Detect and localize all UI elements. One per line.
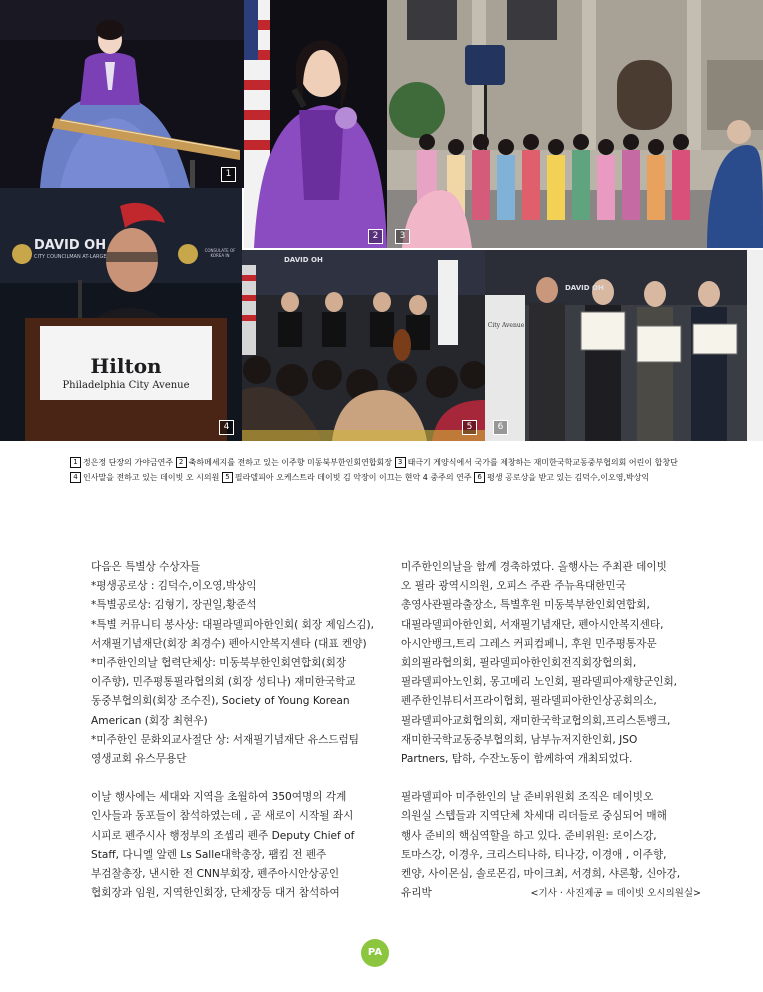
article-line: 재미한국학교동중부협의회, 남부뉴저지한인회, JSO	[401, 733, 638, 746]
photo-number-badge: 5	[462, 420, 477, 435]
banner-name: DAVID OH	[34, 238, 107, 253]
banner-name: DAVID OH	[284, 256, 323, 264]
photo-singer-congratulatory-message	[244, 0, 387, 248]
article-line: 동중부협의회(회장 조수진), Society of Young Korean	[91, 695, 350, 708]
article-line: 대필라델피아한인회, 서재필기념재단, 펜아시안복지센타,	[401, 618, 664, 631]
caption-number: 3	[395, 457, 406, 468]
photo-lifetime-achievement-award	[485, 250, 763, 441]
article-line: Staff, 다니엘 알렌 Ls Salle대학총장, 팸킴 전 펜주	[91, 848, 327, 861]
article-line: 필라델피아노인회, 몽고메리 노인회, 필라델피아재향군인회,	[401, 676, 678, 689]
photo-gayageum-performance	[0, 0, 244, 188]
podium-hilton-subtitle: Philadelphia City Avenue	[62, 380, 190, 391]
photo-children-choir-flag-ceremony	[387, 0, 763, 248]
caption-text: 필라델피아 오케스트라 데이빗 김 악장이 이끄는 현악 4 중주의 연주	[234, 473, 472, 482]
photo-captions-line-1	[70, 455, 710, 470]
photo-number-badge: 4	[219, 420, 234, 435]
article-line: 필라델피아교회협의회, 재미한국학교협의회,프리스톤뱅크,	[401, 714, 671, 727]
photo-captions-line-2	[70, 470, 710, 485]
article-line: 의원실 스텝들과 지역단체 차세대 리더들로 중심되어 매해	[401, 810, 667, 823]
banner-name: DAVID OH	[565, 284, 604, 292]
caption-number: 1	[70, 457, 81, 468]
article-line: 미주한인의날을 함께 경축하였다. 올행사는 주최관 데이빗	[401, 561, 667, 573]
article-line: 필라델피아 미주한인의 날 준비위원회 조직은 데이빗오	[401, 791, 654, 804]
article-line: 인사들과 동포들이 참석하였는데 , 곧 새로이 시작될 좌시	[91, 810, 354, 823]
article-line: 이날 행사에는 세대와 지역을 초월하여 350여명의 각계	[91, 791, 347, 804]
caption-number: 4	[70, 472, 81, 483]
article-line: *특별공로상: 김형기, 장권일,황준석	[91, 599, 257, 612]
article-line: 유리박	[401, 887, 432, 900]
article-line: American (회장 최현우)	[91, 714, 208, 727]
photo-number-badge: 6	[493, 420, 508, 435]
caption-number: 6	[474, 472, 485, 483]
article-line: *평생공로상 : 김덕수,이오영,박상익	[91, 580, 257, 593]
article-line: 다음은 특별상 수상자들	[91, 561, 201, 573]
caption-text: 태극기 게양식에서 국가를 제창하는 재미한국학교동중부협의회 어린이 합창단	[407, 458, 678, 467]
article-line: 서재필기념재단(회장 최경수) 펜아시안복지센타 (대표 켄양)	[91, 637, 367, 650]
article-line: 영생교회 유스무용단	[91, 753, 187, 766]
article-line: 이주향), 민주평통필라협의회 (회장 성티나) 재미한국학교	[91, 676, 356, 689]
article-line: 총영사관필라출장소, 특별후원 미동북부한인회연합회,	[401, 599, 650, 612]
banner-subtitle: CITY COUNCILMAN AT-LARGE	[34, 254, 107, 260]
banner-consulate: CONSULATE OF KOREA IN	[204, 248, 236, 258]
caption-text: 정은정 단장의 가야금연주	[83, 458, 174, 467]
article-line: 행사 준비의 핵심역할을 하고 있다. 준비위원: 로이스강,	[401, 829, 657, 842]
article-line: 부검찰총장, 낸시한 전 CNN부회장, 펜주아시안상공인	[91, 868, 340, 881]
photo-string-quartet	[242, 250, 485, 441]
article-line: Partners, 탐하, 수잔노동이 함께하여 개최되었다.	[401, 753, 633, 766]
article-line: *미주한인 문화외교사절단 상: 서재필기념재단 유스드럼팀	[91, 733, 359, 746]
photo-number-badge: 1	[221, 167, 236, 182]
photo-credit: <기사 · 사진제공 = 데이빗 오시의원실>	[530, 888, 701, 900]
podium-hilton-logo: Hilton	[90, 354, 162, 378]
article-line: *특별 커뮤니티 봉사상: 대필라델피아한인회( 회장 제임스김),	[91, 618, 374, 631]
article-line: 시피로 펜주시사 행정부의 조셉리 펜주 Deputy Chief of	[91, 829, 355, 842]
article-line: 펜주한인뷰티서프라이협회, 필라델피아한인상공회의소,	[401, 695, 657, 708]
article-line	[401, 884, 701, 903]
article-line: 오 필라 광역시의원, 오피스 주관 주뉴욕대한민국	[401, 580, 626, 593]
caption-text: 인사말을 전하고 있는 데이빗 오 시의원	[83, 473, 220, 482]
caption-text: 평생 공로상을 받고 있는 김덕수,이오영,박상익	[487, 473, 650, 482]
article-line: 회의필라협의회, 필라델피아한인회전직회장협의회,	[401, 657, 637, 670]
article-right-column	[401, 558, 701, 903]
photo-number-badge: 2	[368, 229, 383, 244]
caption-number: 5	[222, 472, 233, 483]
article-line: *미주한인의날 협력단체상: 미동북부한인회연합회(회장	[91, 657, 347, 670]
article-line: 켄양, 사이몬심, 솔로몬김, 마이크최, 서경희, 샤론황, 신아강,	[401, 868, 681, 881]
caption-number: 2	[176, 457, 187, 468]
photo-david-oh-speech	[0, 188, 242, 441]
article-line: 협회장과 임원, 지역한인회장, 단체장등 대거 참석하여	[91, 887, 340, 900]
side-sign-text: City Avenue	[487, 322, 525, 329]
caption-text: 축하메세지를 전하고 있는 이주향 미동북부한인회연합회장	[188, 458, 393, 467]
article-left-column	[91, 558, 381, 903]
article-line: 토마스강, 이경우, 크리스티나하, 티나강, 이경애 , 이주향,	[401, 848, 667, 861]
article-line: 아시안뱅크,트리 그레스 커피컴페니, 후원 민주평통자문	[401, 637, 657, 650]
page-section-badge: PA	[361, 939, 389, 967]
photo-number-badge: 3	[395, 229, 410, 244]
